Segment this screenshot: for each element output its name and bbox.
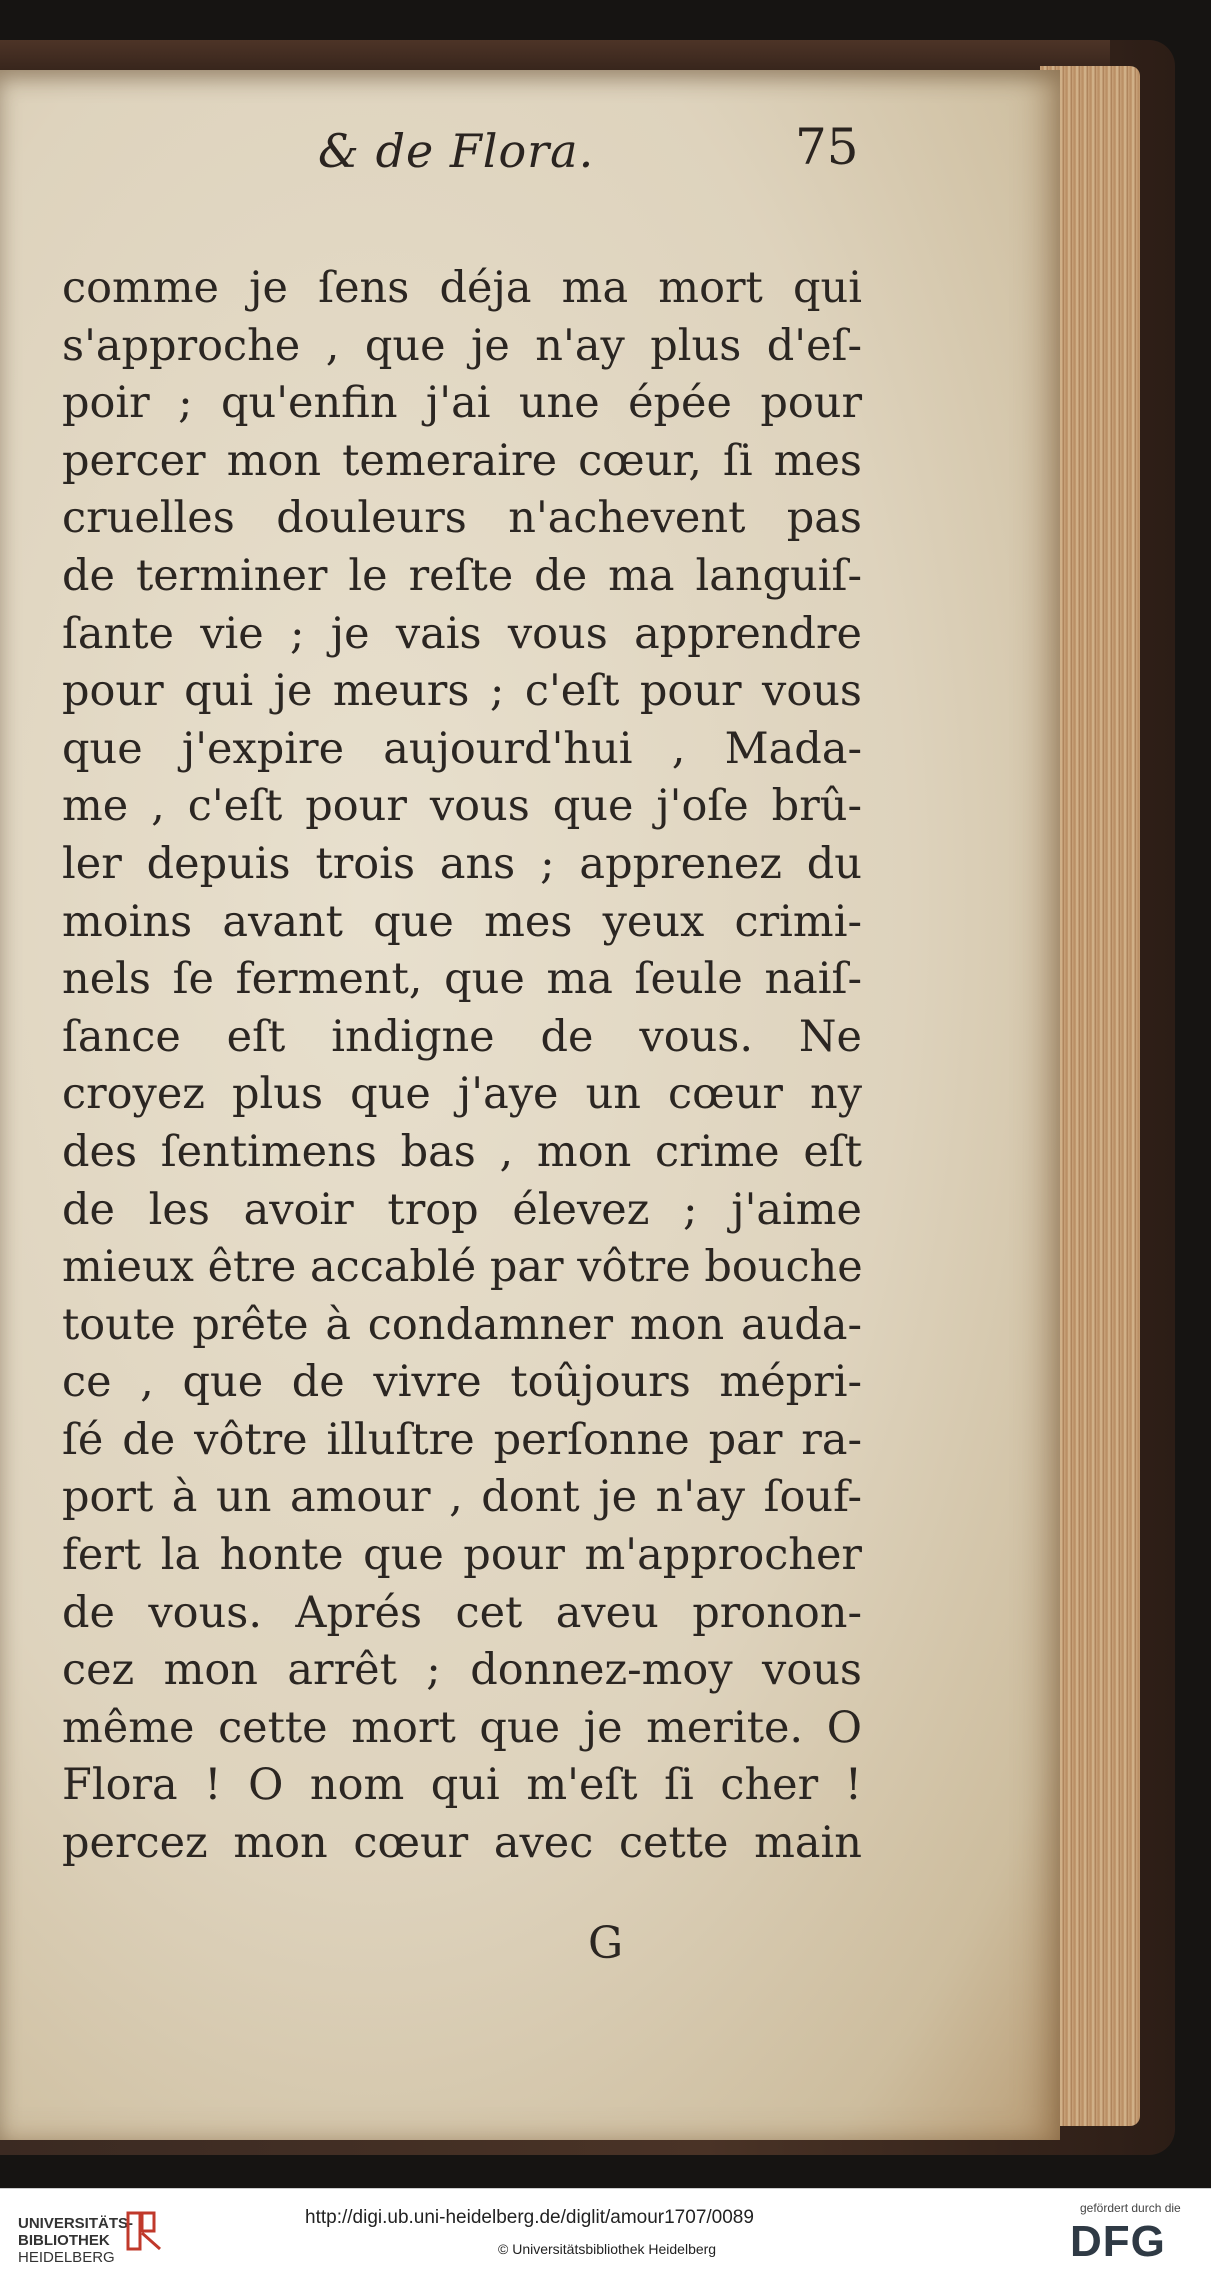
text-line: Flora ! O nom qui m'eſt ſi cher ! — [62, 1760, 862, 1811]
page-header — [60, 118, 860, 208]
text-line: cruelles douleurs n'achevent pas — [62, 493, 862, 544]
text-line: croyez plus que j'aye un cœur ny — [62, 1069, 862, 1120]
library-emblem-icon — [124, 2209, 164, 2253]
text-line: que j'expire aujourd'hui , Mada- — [62, 723, 862, 774]
text-line: ſance eſt indigne de vous. Ne — [62, 1011, 862, 1062]
library-name-line3: HEIDELBERG — [18, 2249, 115, 2266]
dfg-logo: DFG — [1070, 2217, 1166, 2266]
text-line: ler depuis trois ans ; apprenez du — [62, 838, 862, 889]
text-line: cez mon arrêt ; donnez-moy vous — [62, 1645, 862, 1696]
text-line: de vous. Aprés cet aveu pronon- — [62, 1587, 862, 1638]
library-name-line2: BIBLIOTHEK — [18, 2232, 110, 2249]
text-line: me , c'eſt pour vous que j'oſe brû- — [62, 781, 862, 832]
footer-bar — [0, 2188, 1211, 2276]
text-line: ſé de vôtre illuſtre perſonne par ra- — [62, 1414, 862, 1465]
copyright-notice: © Universitätsbibliothek Heidelberg — [498, 2241, 717, 2257]
document-url-link[interactable]: http://digi.ub.uni-heidelberg.de/diglit/amour1707/0089 — [305, 2207, 754, 2228]
text-line: percez mon cœur avec cette main — [62, 1818, 862, 1869]
text-line: de les avoir trop élevez ; j'aime — [62, 1184, 862, 1235]
text-line: ſante vie ; je vais vous apprendre — [62, 608, 862, 659]
text-line: ce , que de vivre toûjours mépri- — [62, 1357, 862, 1408]
text-line: port à un amour , dont je n'ay ſouf- — [62, 1472, 862, 1523]
running-title: & de Flora. — [318, 124, 595, 178]
text-line: de terminer le reſte de ma languiſ- — [62, 550, 862, 601]
signature-mark: G — [588, 1918, 624, 1969]
text-line: nels ſe ferment, que ma ſeule naiſ- — [62, 954, 862, 1005]
text-line: comme je ſens déja ma mort qui — [62, 263, 862, 313]
funded-by-label: gefördert durch die — [1080, 2201, 1181, 2215]
text-line: des ſentimens bas , mon crime eſt — [62, 1126, 862, 1177]
text-line: mieux être accablé par vôtre bouche — [62, 1242, 863, 1293]
text-line: moins avant que mes yeux crimi- — [62, 896, 862, 947]
text-line: s'approche , que je n'ay plus d'eſ- — [62, 320, 862, 371]
text-line: fert la honte que pour m'approcher — [62, 1530, 862, 1581]
text-line: même cette mort que je merite. O — [62, 1702, 862, 1753]
text-line: percer mon temeraire cœur, ſi mes — [62, 435, 862, 486]
text-line: toute prête à condamner mon auda- — [62, 1299, 862, 1350]
text-line: poir ; qu'enfin j'ai une épée pour — [62, 378, 862, 429]
text-line: pour qui je meurs ; c'eſt pour vous — [62, 666, 862, 717]
page-number: 75 — [795, 118, 859, 176]
library-name-line1: UNIVERSITÄTS- — [18, 2215, 134, 2232]
body-text — [62, 260, 862, 1873]
